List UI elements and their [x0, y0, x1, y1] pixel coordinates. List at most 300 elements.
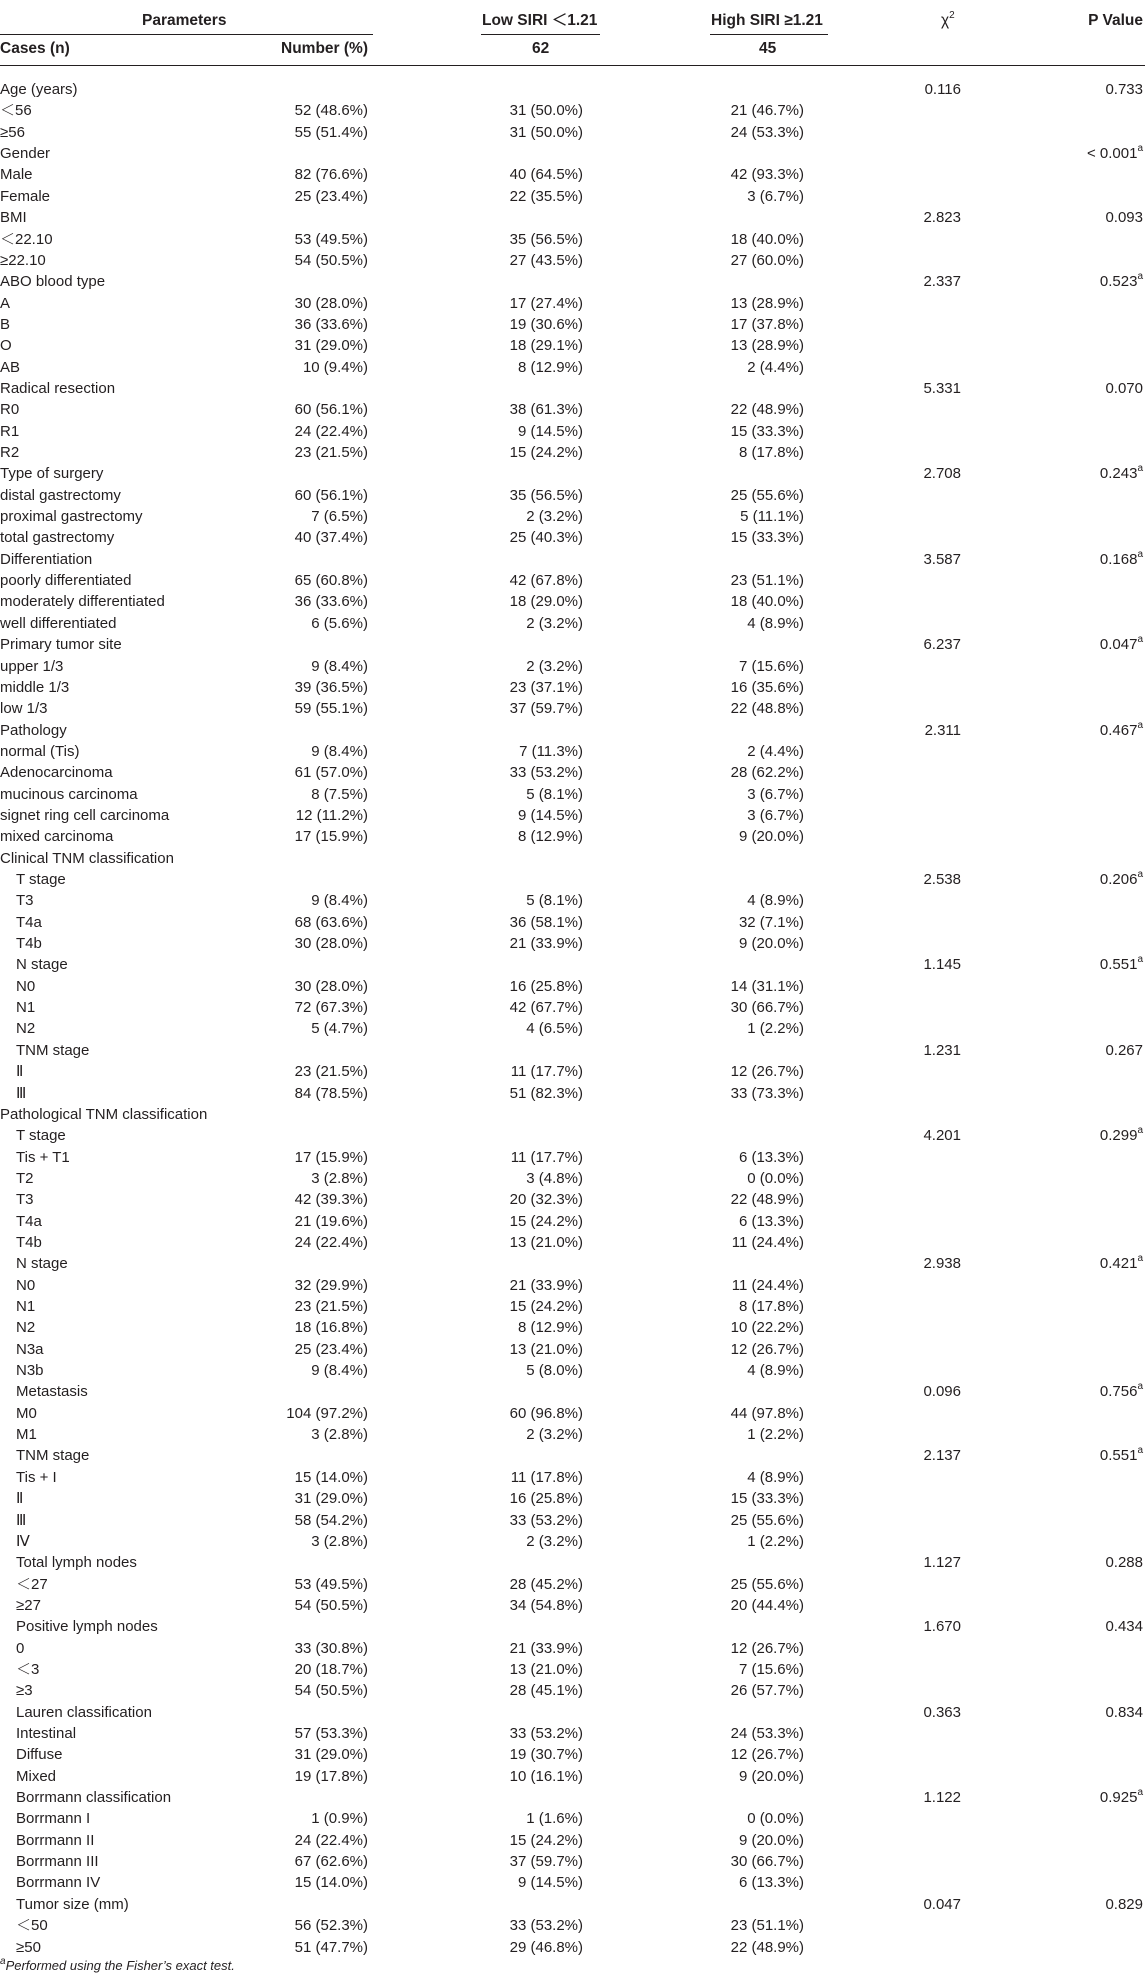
row-low-siri-text: 21 (33.9%): [509, 935, 583, 952]
row-parameter: [0, 423, 19, 441]
row-number: [295, 1469, 368, 1487]
row-parameter: [0, 892, 34, 910]
row-parameter-text: distal gastrectomy: [0, 486, 121, 504]
row-parameter: [0, 102, 32, 120]
row-parameter: [0, 593, 165, 611]
row-high-siri-text: 11 (24.4%): [731, 1276, 804, 1294]
row-parameter: [0, 1469, 57, 1487]
row-number-text: 30 (28.0%): [294, 977, 368, 995]
row-parameter: [0, 1810, 90, 1828]
row-parameter-text: Ⅲ: [16, 1511, 27, 1529]
row-chi-square-text: 0.116: [924, 81, 961, 98]
row-parameter-text: R0: [0, 401, 20, 419]
row-low-siri-text: 5 (8.0%): [526, 1362, 583, 1379]
row-number: [295, 1213, 368, 1231]
row-high-siri: [731, 124, 804, 142]
row-p-value-text: < 0.001: [1086, 145, 1138, 163]
row-number-text: 25 (23.4%): [294, 187, 368, 205]
header-underline-parameters: [0, 34, 373, 35]
row-parameter-text: poorly differentiated: [0, 572, 132, 589]
row-parameter-text: Clinical TNM classification: [0, 849, 174, 867]
row-chi-square-text: 2.823: [923, 209, 961, 227]
row-parameter-text: ≥56: [0, 123, 25, 141]
row-low-siri: [519, 743, 583, 761]
row-parameter-text: N1: [16, 999, 36, 1017]
row-number: [311, 1170, 368, 1188]
row-parameter: [0, 807, 169, 825]
row-parameter: [0, 871, 66, 889]
row-high-siri-text: 1 (2.2%): [747, 1532, 804, 1550]
row-parameter: [0, 743, 79, 761]
row-high-siri: [731, 1490, 804, 1508]
row-number: [295, 1319, 368, 1337]
row-low-siri: [510, 999, 583, 1017]
fisher-marker: a: [1137, 1445, 1143, 1457]
row-high-siri-text: 4 (8.9%): [747, 1362, 804, 1379]
row-number-text: 30 (28.0%): [294, 294, 368, 312]
row-p-value-text: 0.925: [1099, 1789, 1138, 1806]
row-high-siri-text: 0 (0.0%): [747, 1169, 804, 1187]
row-parameter: [0, 273, 105, 291]
row-parameter: [0, 700, 48, 718]
row-low-siri: [510, 529, 583, 547]
row-parameter: [0, 124, 25, 142]
row-high-siri-text: 12 (26.7%): [730, 1340, 804, 1358]
row-chi-square: [923, 1042, 961, 1060]
header-p-value: P Value: [1088, 12, 1143, 29]
footnote-marker: a: [0, 1955, 6, 1967]
header-chi-square: [941, 9, 955, 30]
row-number-text: 6 (5.6%): [311, 614, 368, 632]
row-number: [311, 1426, 368, 1444]
row-parameter: [0, 764, 113, 782]
row-high-siri-text: 21 (46.7%): [730, 102, 804, 120]
row-high-siri-text: 12 (26.7%): [730, 1639, 804, 1657]
row-low-siri-text: 33 (53.2%): [509, 1917, 583, 1935]
row-low-siri-text: 42 (67.7%): [509, 999, 583, 1017]
row-parameter: [0, 722, 67, 740]
row-chi-square: [923, 1704, 961, 1722]
row-low-siri: [526, 1533, 583, 1551]
row-high-siri-text: 14 (31.1%): [730, 977, 804, 995]
row-number-text: 9 (8.4%): [311, 1362, 368, 1379]
row-low-siri-text: 37 (59.7%): [509, 700, 583, 718]
row-high-siri-text: 4 (8.9%): [747, 892, 804, 910]
row-parameter: [0, 1341, 44, 1359]
row-parameter-text: BMI: [0, 209, 27, 227]
row-high-siri-text: 1 (2.2%): [747, 1426, 804, 1444]
row-chi-square: [923, 636, 961, 654]
row-p-value-text: 0.467: [1099, 721, 1138, 739]
row-low-siri-text: 31 (50.0%): [509, 102, 583, 120]
row-high-siri: [731, 1682, 804, 1700]
row-parameter-text: T4a: [16, 1212, 42, 1230]
row-chi-square-text: 2.137: [923, 1447, 961, 1465]
row-number-text: 61 (57.0%): [294, 764, 368, 782]
row-low-siri-text: 13 (21.0%): [509, 1660, 583, 1678]
row-p-value: [1100, 636, 1143, 654]
row-low-siri-text: 33 (53.2%): [509, 764, 583, 782]
row-high-siri: [731, 1746, 804, 1764]
row-low-siri: [510, 1768, 583, 1786]
row-low-siri-text: 60 (96.8%): [509, 1404, 583, 1422]
row-number-text: 55 (51.4%): [294, 123, 368, 141]
row-low-siri-text: 33 (53.2%): [509, 1511, 583, 1529]
row-chi-square: [923, 956, 961, 974]
row-number-text: 42 (39.3%): [294, 1191, 368, 1209]
fisher-marker: a: [1137, 143, 1143, 155]
row-parameter-text: N1: [16, 1298, 36, 1315]
row-chi-square: [923, 871, 961, 889]
row-p-value: [1100, 956, 1143, 974]
row-high-siri-text: 3 (6.7%): [747, 806, 804, 824]
row-high-siri: [747, 188, 804, 206]
row-parameter: [0, 166, 33, 184]
row-high-siri-text: 4 (8.9%): [747, 614, 804, 632]
row-high-siri: [739, 1661, 804, 1679]
row-high-siri: [731, 679, 804, 697]
row-chi-square-text: 2.708: [923, 465, 961, 483]
row-low-siri-text: 11 (17.7%): [510, 1148, 583, 1166]
row-parameter: [0, 1939, 41, 1957]
row-chi-square: [923, 1896, 961, 1914]
row-p-value: [1100, 1255, 1143, 1273]
row-number: [295, 914, 368, 932]
row-high-siri-text: 7 (15.6%): [738, 1660, 804, 1678]
row-low-siri: [510, 1234, 583, 1252]
row-high-siri-text: 3 (6.7%): [747, 785, 804, 803]
row-high-siri-text: 28 (62.2%): [730, 764, 804, 782]
row-number-text: 3 (2.8%): [311, 1532, 368, 1550]
row-p-value-text: 0.047: [1099, 636, 1138, 654]
row-p-value: [1105, 1704, 1143, 1722]
row-low-siri: [511, 1149, 583, 1167]
row-parameter-text: M1: [16, 1426, 37, 1444]
row-number: [295, 828, 368, 846]
row-number-text: 84 (78.5%): [294, 1084, 368, 1102]
row-number: [295, 679, 368, 697]
row-parameter: [0, 1597, 41, 1615]
row-high-siri: [731, 529, 804, 547]
row-low-siri: [510, 444, 583, 462]
row-low-siri: [518, 807, 583, 825]
row-parameter-text: T3: [16, 892, 34, 910]
row-number: [295, 423, 368, 441]
row-chi-square-text: 1.145: [923, 956, 961, 974]
row-number-text: 3 (2.8%): [311, 1426, 368, 1444]
row-high-siri: [731, 1917, 804, 1935]
row-parameter: [0, 1618, 158, 1636]
row-low-siri-text: 16 (25.8%): [509, 977, 583, 995]
row-high-siri-text: 23 (51.1%): [730, 1917, 804, 1935]
row-low-siri-text: 28 (45.1%): [509, 1682, 583, 1700]
row-parameter-text: moderately differentiated: [0, 593, 165, 611]
row-number-text: 36 (33.6%): [294, 593, 368, 611]
row-p-value-text: 0.829: [1105, 1895, 1143, 1913]
row-low-siri-text: 11 (17.7%): [510, 1063, 583, 1081]
row-high-siri-text: 13 (28.9%): [730, 337, 804, 355]
row-parameter: [0, 1383, 88, 1401]
row-parameter: [0, 1789, 171, 1807]
row-high-siri-text: 9 (20.0%): [738, 935, 804, 952]
row-low-siri: [511, 1063, 583, 1081]
row-high-siri-text: 44 (97.8%): [730, 1404, 804, 1422]
row-p-value: [1105, 1896, 1143, 1914]
row-number: [295, 1874, 368, 1892]
row-parameter: [0, 231, 53, 249]
row-parameter-text: Mixed: [16, 1767, 57, 1785]
row-parameter-text: ABO blood type: [0, 273, 106, 291]
row-high-siri: [731, 1085, 804, 1103]
row-low-siri: [526, 1170, 583, 1188]
row-parameter: [0, 658, 63, 676]
row-high-siri: [740, 508, 804, 526]
header-low-n: 62: [532, 40, 550, 57]
row-parameter-text: Metastasis: [16, 1383, 88, 1401]
footnote-text: Performed using the Fisher’s exact test.: [5, 1958, 235, 1973]
row-number-text: 3 (2.8%): [311, 1169, 368, 1187]
row-high-siri-text: 0 (0.0%): [747, 1810, 804, 1828]
row-number-text: 7 (6.5%): [311, 508, 368, 525]
row-low-siri-text: 2 (3.2%): [526, 657, 583, 675]
row-low-siri: [510, 188, 583, 206]
row-parameter: [0, 1020, 35, 1038]
row-parameter-text: Primary tumor site: [0, 636, 122, 654]
row-low-siri-text: 42 (67.8%): [509, 572, 583, 589]
row-low-siri: [511, 1469, 583, 1487]
row-parameter-text: 0: [16, 1639, 25, 1657]
row-low-siri-text: 36 (58.1%): [509, 913, 583, 931]
row-parameter-text: Tis + T1: [16, 1148, 70, 1166]
row-low-siri-text: 25 (40.3%): [509, 529, 583, 547]
row-number-text: 8 (7.5%): [311, 785, 368, 803]
row-parameter: [0, 914, 42, 932]
row-number-text: 39 (36.5%): [294, 678, 368, 696]
row-low-siri: [526, 615, 583, 633]
row-parameter: [0, 1682, 33, 1700]
row-number: [295, 401, 368, 419]
row-low-siri-text: 29 (46.8%): [509, 1938, 583, 1956]
row-parameter: [0, 999, 35, 1017]
row-high-siri-text: 17 (37.8%): [730, 315, 804, 333]
row-low-siri-text: 19 (30.6%): [509, 315, 583, 333]
row-chi-square: [923, 209, 961, 227]
row-number: [311, 786, 368, 804]
row-number: [311, 743, 368, 761]
row-parameter-text: N2: [16, 1319, 36, 1337]
row-p-value-text: 0.093: [1105, 209, 1143, 227]
row-parameter: [0, 487, 121, 505]
header-underline-low-siri: [481, 34, 600, 35]
row-number-text: 33 (30.8%): [294, 1639, 368, 1657]
row-chi-square-text: 1.231: [923, 1041, 961, 1059]
row-high-siri-text: 5 (11.1%): [740, 508, 804, 525]
row-number: [295, 1234, 368, 1252]
row-low-siri: [510, 914, 583, 932]
row-low-siri: [526, 1426, 583, 1444]
row-low-siri: [510, 231, 583, 249]
row-parameter: [0, 508, 143, 526]
row-high-siri-text: 1 (2.2%): [747, 1020, 804, 1038]
row-parameter-text: N2: [16, 1020, 36, 1038]
row-parameter-text: middle 1/3: [0, 678, 70, 696]
row-number: [295, 1191, 368, 1209]
row-low-siri-text: 9 (14.5%): [517, 1874, 583, 1892]
row-p-value: [1105, 81, 1143, 99]
header-parameters: Parameters: [142, 12, 227, 29]
row-parameter: [0, 359, 20, 377]
row-parameter-text: upper 1/3: [0, 657, 64, 675]
row-number-text: 19 (17.8%): [294, 1767, 368, 1785]
row-parameter: [0, 337, 12, 355]
row-parameter-text: T4b: [16, 935, 42, 952]
row-number: [295, 1576, 368, 1594]
row-high-siri: [747, 1426, 804, 1444]
row-low-siri-text: 11 (17.8%): [510, 1468, 583, 1486]
row-parameter: [0, 252, 46, 270]
row-parameter: [0, 529, 114, 547]
row-number-text: 36 (33.6%): [294, 315, 368, 333]
row-parameter: [0, 1533, 30, 1551]
row-low-siri: [526, 1020, 583, 1038]
row-low-siri: [510, 1085, 583, 1103]
row-p-value: [1105, 1042, 1143, 1060]
row-p-value: [1105, 380, 1143, 398]
row-number: [295, 1939, 368, 1957]
row-low-siri: [510, 1213, 583, 1231]
row-low-siri: [518, 359, 583, 377]
row-high-siri: [731, 1939, 804, 1957]
row-p-value-text: 0.288: [1105, 1554, 1143, 1572]
fisher-marker: a: [1137, 1381, 1143, 1393]
row-low-siri-text: 31 (50.0%): [509, 123, 583, 141]
row-number: [311, 615, 368, 633]
row-parameter: [0, 1746, 62, 1764]
row-parameter-text: AB: [0, 358, 21, 376]
row-low-siri: [510, 124, 583, 142]
row-high-siri-text: 25 (55.6%): [730, 1511, 804, 1529]
row-number: [295, 572, 368, 590]
row-parameter: [0, 1768, 56, 1786]
row-low-siri-text: 17 (27.4%): [509, 294, 583, 312]
row-high-siri-text: 2 (4.4%): [747, 358, 804, 376]
row-high-siri: [731, 1576, 804, 1594]
row-high-siri-text: 42 (93.3%): [730, 166, 804, 184]
row-parameter-text: total gastrectomy: [0, 529, 115, 547]
row-low-siri-text: 13 (21.0%): [509, 1340, 583, 1358]
row-low-siri: [510, 1405, 583, 1423]
row-p-value-text: 0.243: [1099, 465, 1138, 483]
row-low-siri: [510, 102, 583, 120]
row-parameter-text: Female: [0, 187, 51, 205]
row-low-siri: [526, 786, 583, 804]
row-high-siri: [739, 828, 804, 846]
row-number-text: 57 (53.3%): [294, 1725, 368, 1742]
row-parameter: [0, 572, 131, 590]
row-low-siri-text: 15 (24.2%): [509, 1212, 583, 1230]
row-p-value-text: 0.206: [1099, 871, 1138, 888]
row-number: [295, 978, 368, 996]
row-high-siri: [747, 1020, 804, 1038]
row-low-siri-text: 15 (24.2%): [509, 444, 583, 461]
row-high-siri: [739, 935, 804, 953]
row-parameter: [0, 401, 19, 419]
row-number: [295, 1682, 368, 1700]
row-parameter-text: A: [0, 294, 11, 312]
row-low-siri: [510, 700, 583, 718]
row-high-siri-text: 24 (53.3%): [730, 123, 804, 141]
row-parameter: [0, 380, 115, 398]
row-number-text: 5 (4.7%): [311, 1020, 368, 1038]
row-chi-square: [923, 380, 961, 398]
row-low-siri-text: 8 (12.9%): [517, 828, 583, 846]
row-parameter-text: Ⅱ: [16, 1490, 24, 1508]
row-parameter: [0, 1661, 39, 1679]
row-number-text: 58 (54.2%): [294, 1511, 368, 1529]
row-high-siri-text: 4 (8.9%): [747, 1468, 804, 1486]
row-parameter: [0, 679, 69, 697]
row-low-siri-text: 2 (3.2%): [526, 508, 583, 525]
row-low-siri: [518, 1874, 583, 1892]
row-number-text: 1 (0.9%): [311, 1810, 368, 1828]
row-high-siri: [739, 1149, 804, 1167]
row-number-text: 10 (9.4%): [302, 358, 368, 376]
row-high-siri-text: 23 (51.1%): [730, 572, 804, 589]
header-bottom-rule: [0, 65, 1145, 66]
row-number: [295, 295, 368, 313]
row-high-siri: [747, 1533, 804, 1551]
row-parameter-text: TNM stage: [16, 1041, 90, 1059]
row-low-siri: [510, 935, 583, 953]
row-parameter-text: T stage: [16, 1127, 66, 1145]
row-high-siri: [747, 1170, 804, 1188]
row-high-siri: [731, 764, 804, 782]
row-number: [295, 1853, 368, 1871]
row-chi-square: [923, 1447, 961, 1465]
row-parameter-text: ≥3: [16, 1682, 33, 1700]
row-low-siri: [518, 423, 583, 441]
row-number-text: 52 (48.6%): [294, 102, 368, 120]
row-number-text: 24 (22.4%): [294, 422, 368, 440]
row-number: [295, 764, 368, 782]
row-chi-square-text: 2.337: [923, 273, 961, 291]
row-number: [295, 999, 368, 1017]
row-low-siri-text: 1 (1.6%): [526, 1810, 583, 1828]
row-high-siri: [739, 1213, 804, 1231]
row-number: [295, 1490, 368, 1508]
row-number: [295, 444, 368, 462]
row-parameter-text: Diffuse: [16, 1746, 63, 1764]
row-parameter: [0, 1405, 37, 1423]
row-parameter-text: N stage: [16, 1255, 68, 1273]
row-low-siri-text: 23 (37.1%): [509, 678, 583, 696]
row-chi-square: [923, 1618, 961, 1636]
row-parameter: [0, 956, 68, 974]
row-low-siri-text: 40 (64.5%): [509, 166, 583, 184]
row-number: [295, 252, 368, 270]
row-high-siri: [732, 1234, 804, 1252]
row-low-siri: [510, 1725, 583, 1743]
row-number-text: 23 (21.5%): [294, 444, 368, 461]
row-parameter-text: signet ring cell carcinoma: [0, 806, 170, 824]
row-parameter-text: Ⅳ: [16, 1532, 30, 1550]
row-low-siri-text: 22 (35.5%): [509, 187, 583, 205]
header-number: Number (%): [281, 40, 368, 57]
row-number-text: 24 (22.4%): [294, 1831, 368, 1849]
fisher-marker: a: [1137, 1787, 1143, 1798]
row-low-siri-text: 21 (33.9%): [509, 1639, 583, 1657]
row-parameter-text: normal (Tis): [0, 742, 80, 760]
